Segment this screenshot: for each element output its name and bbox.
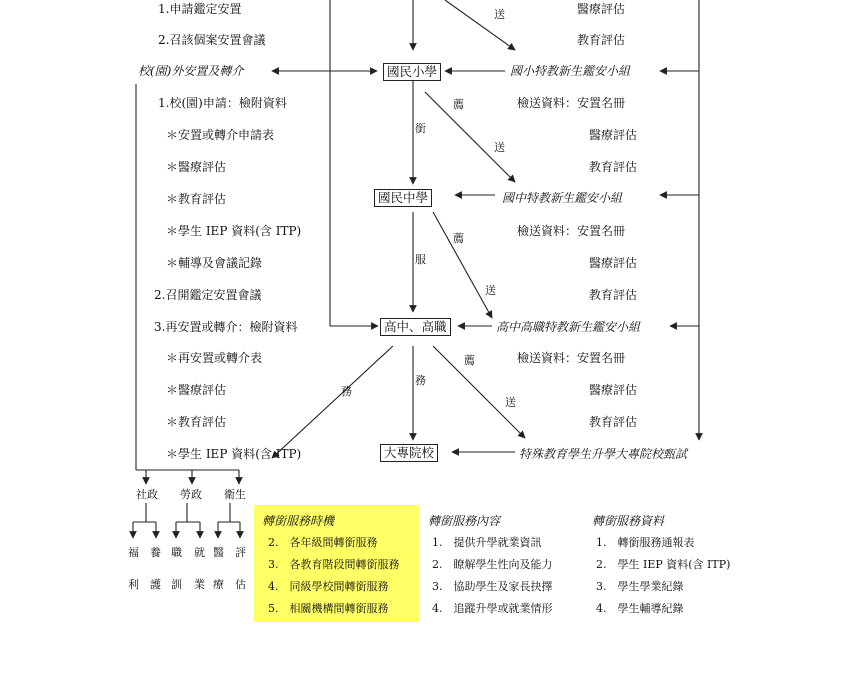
right-item: 教育評估 [589,415,638,429]
agency-sub-char: 評 [235,546,246,559]
agency-sub-char: 護 [150,578,161,591]
arrow-label: 薦 [464,354,475,367]
records-item: 3. 學生學業紀錄 [596,580,684,593]
left-list-item: ＊教育評估 [166,415,227,429]
agency-sub-char: 養 [150,546,161,559]
timing-item: 4. 同級學校間轉銜服務 [268,580,389,593]
left-list-item: ＊教育評估 [166,192,227,206]
records-item: 4. 學生輔導紀錄 [596,602,684,615]
box-college: 大專院校 [380,444,438,462]
content-item: 3. 協助學生及家長抉擇 [432,580,553,593]
right-item: 醫療評估 [589,383,638,397]
agency-sub-char: 醫 [213,546,224,559]
right-committee: 高中高職特教新生鑑安小組 [496,320,641,334]
timing-item: 5. 相關機構間轉銜服務 [268,602,389,615]
arrow-label: 服 [415,253,426,266]
agency-sub-char: 福 [128,546,139,559]
left-list-item: 2.召開鑑定安置會議 [154,288,262,302]
box-primary-school: 國民小學 [383,63,441,81]
arrow-senior-to-left [272,346,393,458]
right-item: 檢送資料：安置名冊 [517,224,626,238]
arrow-label: 送 [485,284,496,297]
agency-sub-char: 療 [213,578,224,591]
box-junior-high: 國民中學 [374,189,432,207]
timing-item: 2. 各年級間轉銜服務 [268,536,378,549]
content-item: 1. 提供升學就業資訊 [432,536,542,549]
timing-item: 3. 各教育階段間轉銜服務 [268,558,400,571]
left-list-item: ＊醫療評估 [166,383,227,397]
right-committee: 國小特教新生鑑安小組 [510,64,631,78]
agency-sub-char: 職 [171,546,182,559]
left-list-item: ＊醫療評估 [166,160,227,174]
left-list-item: ＊安置或轉介申請表 [166,128,275,142]
content-item: 2. 瞭解學生性向及能力 [432,558,553,571]
right-committee: 特殊教育學生升學大專院校甄試 [519,447,688,461]
timing-title: 轉銜服務時機 [262,514,335,528]
agency-social: 社政 [136,488,158,501]
box-senior-high: 高中、高職 [380,318,451,336]
arrow-primary-diagonal [425,92,515,182]
records-item: 1. 轉銜服務通報表 [596,536,695,549]
right-item: 檢送資料：安置名冊 [517,351,626,365]
arrow-label: 務 [415,374,426,387]
left-list-item: ＊再安置或轉介表 [166,351,263,365]
left-list-item: 1.校(園)申請：檢附資料 [158,96,287,110]
agency-sub-char: 估 [235,578,246,591]
right-item: 檢送資料：安置名冊 [517,96,626,110]
right-item: 醫療評估 [589,128,638,142]
agency-sub-char: 業 [194,578,205,591]
arrow-label: 務 [341,385,352,398]
content-item: 4. 追蹤升學或就業情形 [432,602,553,615]
right-item: 醫療評估 [577,2,626,16]
arrow-label: 銜 [415,122,426,135]
left-list-item: 2.召該個案安置會議 [158,33,266,47]
left-list-item: ＊學生 IEP 資料(含 ITP) [166,224,302,238]
right-item: 醫療評估 [589,256,638,270]
left-list-item: ＊學生 IEP 資料(含 ITP) [166,447,302,461]
left-list-item: 3.再安置或轉介：檢附資料 [154,320,298,334]
agency-labor: 勞政 [180,488,202,501]
arrow-senior-diagonal [433,346,525,438]
arrow-label: 送 [494,141,505,154]
agency-sub-char: 利 [128,578,139,591]
agency-sub-char: 訓 [171,578,182,591]
records-item: 2. 學生 IEP 資料(含 ITP) [596,558,731,571]
left-list-item: 1.申請鑑定安置 [158,2,242,16]
arrow-label: 送 [494,8,505,21]
agency-sub-char: 就 [194,546,205,559]
left-list-item: ＊輔導及會議記錄 [166,256,263,270]
records-title: 轉銜服務資料 [592,514,665,528]
content-title: 轉銜服務內容 [428,514,501,528]
right-item: 教育評估 [577,33,626,47]
right-item: 教育評估 [589,288,638,302]
left-list-heading: 校(園)外安置及轉介 [138,64,244,78]
agency-health: 衛生 [224,488,246,501]
right-item: 教育評估 [589,160,638,174]
arrow-label: 送 [505,396,516,409]
arrow-label: 薦 [453,98,464,111]
right-committee: 國中特教新生鑑安小組 [502,191,623,205]
arrow-junior-diagonal [433,212,492,318]
arrow-label: 薦 [453,232,464,245]
